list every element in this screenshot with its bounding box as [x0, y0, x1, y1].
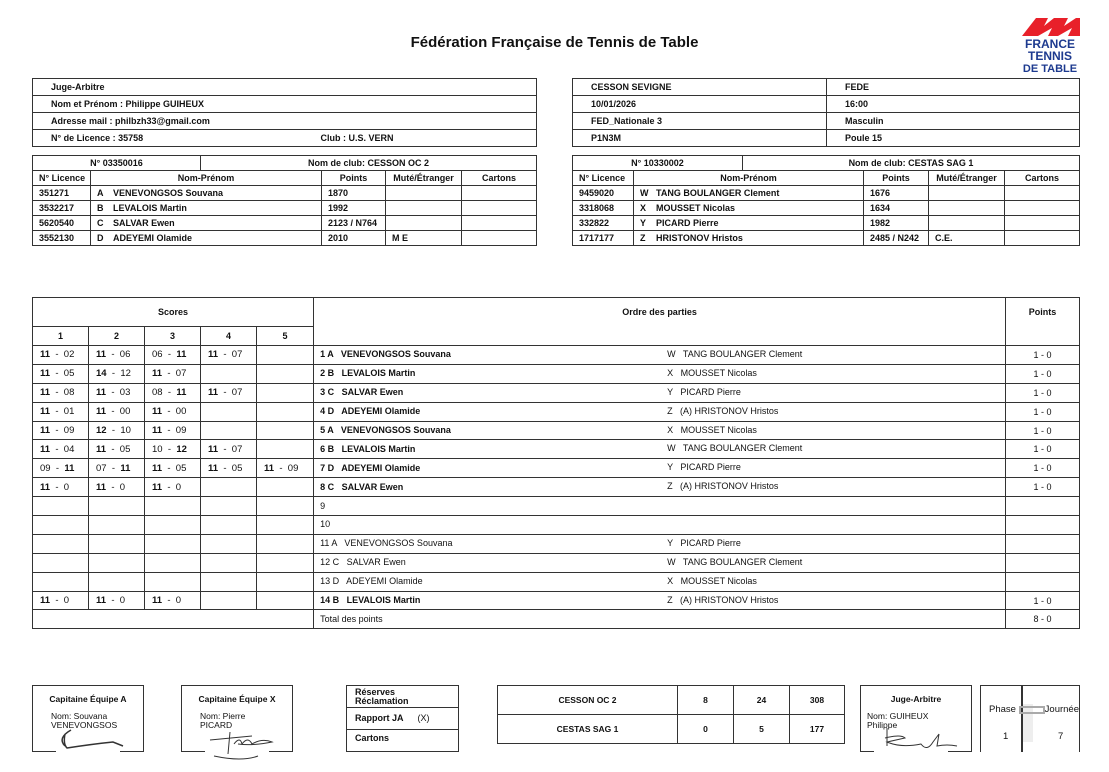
game-points — [1006, 553, 1080, 572]
ja-licence: N° de Licence : 35758 — [33, 130, 303, 147]
team-a-table — [32, 155, 537, 246]
player-full-name: ADEYEMI Olamide — [113, 233, 193, 243]
away-player: Z (A) HRISTONOV Hristos — [667, 405, 779, 416]
col-name: Nom-Prénom — [634, 171, 864, 186]
home-player: 13 D ADEYEMI Olamide — [320, 576, 423, 587]
set-score: 14 - 12 — [89, 364, 145, 383]
ja-name: Nom et Prénom : Philippe GUIHEUX — [33, 96, 537, 113]
home-player: 10 — [320, 519, 331, 530]
phase-label: Phase — [989, 704, 1016, 715]
game-points — [1006, 497, 1080, 516]
player-letter: X — [640, 203, 647, 213]
game-order — [314, 572, 1006, 591]
player-letter: B — [97, 203, 104, 213]
game-points: 1 - 0 — [1006, 402, 1080, 421]
game-order — [314, 383, 1006, 402]
set-score — [257, 440, 314, 459]
set-score — [257, 364, 314, 383]
team-number: N° 03350016 — [33, 156, 201, 171]
player-cartons — [1005, 216, 1080, 231]
set-score — [201, 478, 257, 497]
set-header-3: 3 — [145, 327, 201, 346]
set-score — [201, 534, 257, 553]
player-points: 2123 / N764 — [322, 216, 386, 231]
game-order — [314, 364, 1006, 383]
result-b: 24 — [734, 686, 790, 715]
set-score — [89, 497, 145, 516]
set-score — [257, 553, 314, 572]
captain-a-signature — [53, 724, 133, 754]
player-letter: D — [97, 233, 104, 243]
player-mute — [929, 186, 1005, 201]
svg-text:TENNIS: TENNIS — [1027, 49, 1073, 63]
svg-text:FRANCE: FRANCE — [1025, 37, 1075, 51]
set-score — [257, 572, 314, 591]
game-points: 1 - 0 — [1006, 346, 1080, 365]
ja-sign-box — [860, 685, 972, 752]
set-score — [257, 421, 314, 440]
game-row — [33, 402, 1080, 421]
set-header-2: 2 — [89, 327, 145, 346]
player-mute — [929, 216, 1005, 231]
org: FEDE — [827, 79, 1080, 96]
game-points: 1 - 0 — [1006, 421, 1080, 440]
set-score: 11 - 04 — [33, 440, 89, 459]
phase-value: 1 — [1003, 731, 1009, 742]
col-points: Points — [322, 171, 386, 186]
rapport-mark: (X) — [417, 713, 430, 723]
game-row — [33, 572, 1080, 591]
set-score: 11 - 05 — [145, 459, 201, 478]
set-score — [201, 591, 257, 610]
player-row — [33, 201, 537, 216]
away-player: Z (A) HRISTONOV Hristos — [667, 594, 779, 605]
game-points: 1 - 0 — [1006, 383, 1080, 402]
player-points: 1982 — [864, 216, 929, 231]
player-name — [634, 231, 864, 246]
set-score: 11 - 07 — [201, 383, 257, 402]
set-score: 11 - 00 — [89, 402, 145, 421]
set-score — [201, 421, 257, 440]
result-c: 308 — [790, 686, 845, 715]
player-row — [573, 231, 1080, 246]
set-score — [33, 572, 89, 591]
set-score — [201, 572, 257, 591]
game-order — [314, 440, 1006, 459]
away-player: W TANG BOULANGER Clement — [667, 556, 803, 567]
set-score: 11 - 09 — [257, 459, 314, 478]
set-score — [145, 497, 201, 516]
result-b: 5 — [734, 715, 790, 744]
set-header-4: 4 — [201, 327, 257, 346]
player-letter: Z — [640, 233, 646, 243]
col-mute: Muté/Étranger — [386, 171, 462, 186]
game-row — [33, 383, 1080, 402]
team-number: N° 10330002 — [573, 156, 743, 171]
set-score — [201, 553, 257, 572]
away-player: W TANG BOULANGER Clement — [667, 349, 803, 359]
home-player: 1 A VENEVONGSOS Souvana — [320, 349, 451, 360]
away-player: X MOUSSET Nicolas — [667, 367, 757, 378]
set-score — [257, 478, 314, 497]
result-a: 0 — [678, 715, 734, 744]
journee-label: Journée — [1044, 704, 1079, 715]
player-licence: 1717177 — [573, 231, 634, 246]
team-x-table — [572, 155, 1080, 246]
player-full-name: PICARD Pierre — [656, 218, 719, 228]
player-points: 1634 — [864, 201, 929, 216]
result-row — [498, 715, 845, 744]
player-licence: 5620540 — [33, 216, 91, 231]
venue: CESSON SEVIGNE — [573, 79, 827, 96]
date: 10/01/2026 — [573, 96, 827, 113]
game-row — [33, 459, 1080, 478]
team-header-row — [573, 156, 1080, 171]
set-score — [201, 516, 257, 535]
set-header-1: 1 — [33, 327, 89, 346]
set-score — [89, 534, 145, 553]
player-cartons — [1005, 186, 1080, 201]
game-order — [314, 534, 1006, 553]
set-score: 11 - 0 — [89, 478, 145, 497]
player-name — [91, 186, 322, 201]
away-player: Y PICARD Pierre — [667, 537, 741, 548]
ja-email: Adresse mail : philbzh33@gmail.com — [33, 113, 537, 130]
player-points: 2010 — [322, 231, 386, 246]
player-row — [573, 186, 1080, 201]
set-score — [257, 346, 314, 365]
home-player: 4 D ADEYEMI Olamide — [320, 406, 421, 417]
set-header-5: 5 — [257, 327, 314, 346]
player-full-name: TANG BOULANGER Clement — [656, 188, 780, 198]
away-player: Z (A) HRISTONOV Hristos — [667, 481, 779, 492]
set-score: 11 - 0 — [89, 591, 145, 610]
journee-box — [1022, 685, 1080, 752]
page-title: Fédération Française de Tennis de Table — [410, 34, 699, 51]
player-mute — [386, 216, 462, 231]
set-score: 11 - 03 — [89, 383, 145, 402]
ordre-header: Ordre des parties — [314, 298, 1006, 346]
total-points: 8 - 0 — [1006, 610, 1080, 629]
set-score — [257, 516, 314, 535]
cartons-label: Cartons — [355, 733, 390, 743]
reserves-box — [346, 685, 459, 752]
set-score: 11 - 05 — [89, 440, 145, 459]
set-score — [33, 516, 89, 535]
game-row — [33, 497, 1080, 516]
player-mute — [386, 201, 462, 216]
game-order — [314, 459, 1006, 478]
division: FED_Nationale 3 — [573, 113, 827, 130]
player-name — [634, 186, 864, 201]
set-score: 11 - 05 — [33, 364, 89, 383]
player-row — [33, 231, 537, 246]
set-score: 11 - 0 — [145, 478, 201, 497]
set-score: 11 - 07 — [201, 440, 257, 459]
col-cartons: Cartons — [462, 171, 537, 186]
player-name — [91, 216, 322, 231]
set-score — [145, 572, 201, 591]
captain-a-box — [32, 685, 144, 752]
game-row — [33, 534, 1080, 553]
set-score — [201, 497, 257, 516]
home-player: 7 D ADEYEMI Olamide — [320, 462, 421, 473]
player-cartons — [462, 201, 537, 216]
player-points: 1870 — [322, 186, 386, 201]
col-points: Points — [864, 171, 929, 186]
set-score: 11 - 0 — [145, 591, 201, 610]
player-cartons — [1005, 201, 1080, 216]
rapport-label: Rapport JA — [355, 713, 404, 723]
game-row — [33, 478, 1080, 497]
away-player: W TANG BOULANGER Clement — [667, 443, 803, 454]
captain-x-box — [181, 685, 293, 752]
set-score: 11 - 02 — [33, 346, 89, 365]
ja-signature — [881, 724, 961, 754]
set-score — [145, 534, 201, 553]
ja-club: Club : U.S. VERN — [303, 130, 537, 147]
code: P1N3M — [573, 130, 827, 147]
set-score: 11 - 09 — [33, 421, 89, 440]
set-score: 11 - 05 — [201, 459, 257, 478]
match-info-table — [572, 78, 1080, 147]
set-score — [257, 591, 314, 610]
set-score: 11 - 0 — [33, 591, 89, 610]
player-letter: A — [97, 188, 104, 198]
player-row — [573, 216, 1080, 231]
game-points: 1 - 0 — [1006, 459, 1080, 478]
set-score: 11 - 0 — [33, 478, 89, 497]
player-full-name: SALVAR Ewen — [113, 218, 175, 228]
total-blank — [33, 610, 314, 629]
player-row — [33, 186, 537, 201]
points-header: Points — [1006, 298, 1080, 346]
team-header-row — [33, 156, 537, 171]
set-score — [145, 553, 201, 572]
set-score: 11 - 09 — [145, 421, 201, 440]
result-team: CESSON OC 2 — [498, 686, 678, 715]
game-order — [314, 346, 1006, 365]
player-licence: 351271 — [33, 186, 91, 201]
home-player: 12 C SALVAR Ewen — [320, 557, 406, 568]
game-row — [33, 440, 1080, 459]
player-full-name: MOUSSET Nicolas — [656, 203, 736, 213]
captain-x-name: Nom: Pierre PICARD — [200, 711, 246, 730]
set-score: 10 - 12 — [145, 440, 201, 459]
result-team: CESTAS SAG 1 — [498, 715, 678, 744]
game-order — [314, 553, 1006, 572]
player-name — [91, 201, 322, 216]
player-mute — [929, 201, 1005, 216]
game-row — [33, 364, 1080, 383]
journee-value: 7 — [1058, 731, 1064, 742]
player-full-name: HRISTONOV Hristos — [656, 233, 743, 243]
set-score: 07 - 11 — [89, 459, 145, 478]
game-points — [1006, 572, 1080, 591]
player-name — [634, 216, 864, 231]
set-score — [145, 516, 201, 535]
player-cartons — [1005, 231, 1080, 246]
team-club: Nom de club: CESSON OC 2 — [201, 156, 537, 171]
team-club: Nom de club: CESTAS SAG 1 — [743, 156, 1080, 171]
svg-text:DE TABLE: DE TABLE — [1022, 63, 1078, 74]
player-licence: 3318068 — [573, 201, 634, 216]
set-score — [89, 572, 145, 591]
game-order — [314, 421, 1006, 440]
game-points — [1006, 516, 1080, 535]
home-player: 14 B LEVALOIS Martin — [320, 595, 421, 606]
away-player: X MOUSSET Nicolas — [667, 575, 757, 586]
result-a: 8 — [678, 686, 734, 715]
set-score: 08 - 11 — [145, 383, 201, 402]
player-licence: 332822 — [573, 216, 634, 231]
set-score — [201, 402, 257, 421]
col-cartons: Cartons — [1005, 171, 1080, 186]
home-player: 2 B LEVALOIS Martin — [320, 368, 416, 379]
captain-x-title: Capitaine Équipe X — [198, 694, 276, 704]
set-score — [257, 383, 314, 402]
game-order — [314, 591, 1006, 610]
home-player: 3 C SALVAR Ewen — [320, 387, 404, 398]
player-licence: 3532217 — [33, 201, 91, 216]
ja-heading: Juge-Arbitre — [33, 79, 537, 96]
set-score — [89, 516, 145, 535]
result-c: 177 — [790, 715, 845, 744]
home-player: 5 A VENEVONGSOS Souvana — [320, 425, 451, 435]
result-row — [498, 686, 845, 715]
set-score: 11 - 01 — [33, 402, 89, 421]
game-points — [1006, 534, 1080, 553]
phase-box — [980, 685, 1022, 752]
juge-arbitre-table — [32, 78, 537, 147]
set-score: 09 - 11 — [33, 459, 89, 478]
set-score — [33, 553, 89, 572]
away-player: Y PICARD Pierre — [667, 386, 741, 397]
total-row — [33, 610, 1080, 629]
set-score: 06 - 11 — [145, 346, 201, 365]
reserves-label: Réserves Réclamation — [347, 686, 458, 708]
game-order — [314, 402, 1006, 421]
game-points: 1 - 0 — [1006, 478, 1080, 497]
column-header-row — [33, 171, 537, 186]
set-score: 11 - 00 — [145, 402, 201, 421]
player-name — [91, 231, 322, 246]
results-table — [497, 685, 845, 744]
player-points: 2485 / N242 — [864, 231, 929, 246]
player-row — [33, 216, 537, 231]
game-row — [33, 516, 1080, 535]
set-score: 11 - 06 — [89, 346, 145, 365]
player-letter: Y — [640, 218, 647, 228]
game-order — [314, 478, 1006, 497]
scores-table — [32, 297, 1080, 629]
game-points: 1 - 0 — [1006, 440, 1080, 459]
player-cartons — [462, 216, 537, 231]
player-mute: M E — [386, 231, 462, 246]
time: 16:00 — [827, 96, 1080, 113]
home-player: 9 — [320, 500, 326, 511]
captain-a-title: Capitaine Équipe A — [49, 694, 127, 704]
set-score: 12 - 10 — [89, 421, 145, 440]
set-score: 11 - 07 — [145, 364, 201, 383]
set-score — [201, 364, 257, 383]
poule: Poule 15 — [827, 130, 1080, 147]
player-letter: W — [640, 188, 649, 198]
captain-a-name: Nom: Souvana VENEVONGSOS — [51, 711, 118, 730]
away-player: X MOUSSET Nicolas — [667, 424, 757, 435]
player-mute: C.E. — [929, 231, 1005, 246]
col-name: Nom-Prénom — [91, 171, 322, 186]
player-mute — [386, 186, 462, 201]
game-points: 1 - 0 — [1006, 591, 1080, 610]
set-score — [33, 497, 89, 516]
player-letter: C — [97, 218, 104, 228]
set-score: 11 - 08 — [33, 383, 89, 402]
fftt-logo — [1018, 14, 1082, 74]
home-player: 8 C SALVAR Ewen — [320, 481, 404, 492]
player-points: 1992 — [322, 201, 386, 216]
player-name — [634, 201, 864, 216]
home-player: 11 A VENEVONGSOS Souvana — [320, 538, 453, 549]
col-licence: N° Licence — [33, 171, 91, 186]
set-score — [257, 402, 314, 421]
col-mute: Muté/Étranger — [929, 171, 1005, 186]
player-row — [573, 201, 1080, 216]
game-row — [33, 421, 1080, 440]
column-header-row — [573, 171, 1080, 186]
home-player: 6 B LEVALOIS Martin — [320, 443, 416, 454]
col-licence: N° Licence — [573, 171, 634, 186]
game-row — [33, 346, 1080, 365]
player-cartons — [462, 186, 537, 201]
away-player: Y PICARD Pierre — [667, 462, 741, 473]
game-order — [314, 497, 1006, 516]
player-full-name: LEVALOIS Martin — [113, 203, 187, 213]
game-points: 1 - 0 — [1006, 364, 1080, 383]
set-score — [89, 553, 145, 572]
set-score — [257, 534, 314, 553]
total-label: Total des points — [314, 610, 1006, 629]
ja-sign-title: Juge-Arbitre — [890, 694, 942, 704]
set-score: 11 - 07 — [201, 346, 257, 365]
set-score — [257, 497, 314, 516]
player-licence: 3552130 — [33, 231, 91, 246]
ja-sign-name: Nom: GUIHEUX Philippe — [867, 711, 929, 730]
player-full-name: VENEVONGSOS Souvana — [113, 188, 224, 198]
set-score — [33, 534, 89, 553]
game-order — [314, 516, 1006, 535]
gender: Masculin — [827, 113, 1080, 130]
scores-header: Scores — [33, 298, 314, 327]
game-row — [33, 591, 1080, 610]
player-points: 1676 — [864, 186, 929, 201]
player-cartons — [462, 231, 537, 246]
player-licence: 9459020 — [573, 186, 634, 201]
game-row — [33, 553, 1080, 572]
captain-x-signature — [202, 728, 282, 764]
